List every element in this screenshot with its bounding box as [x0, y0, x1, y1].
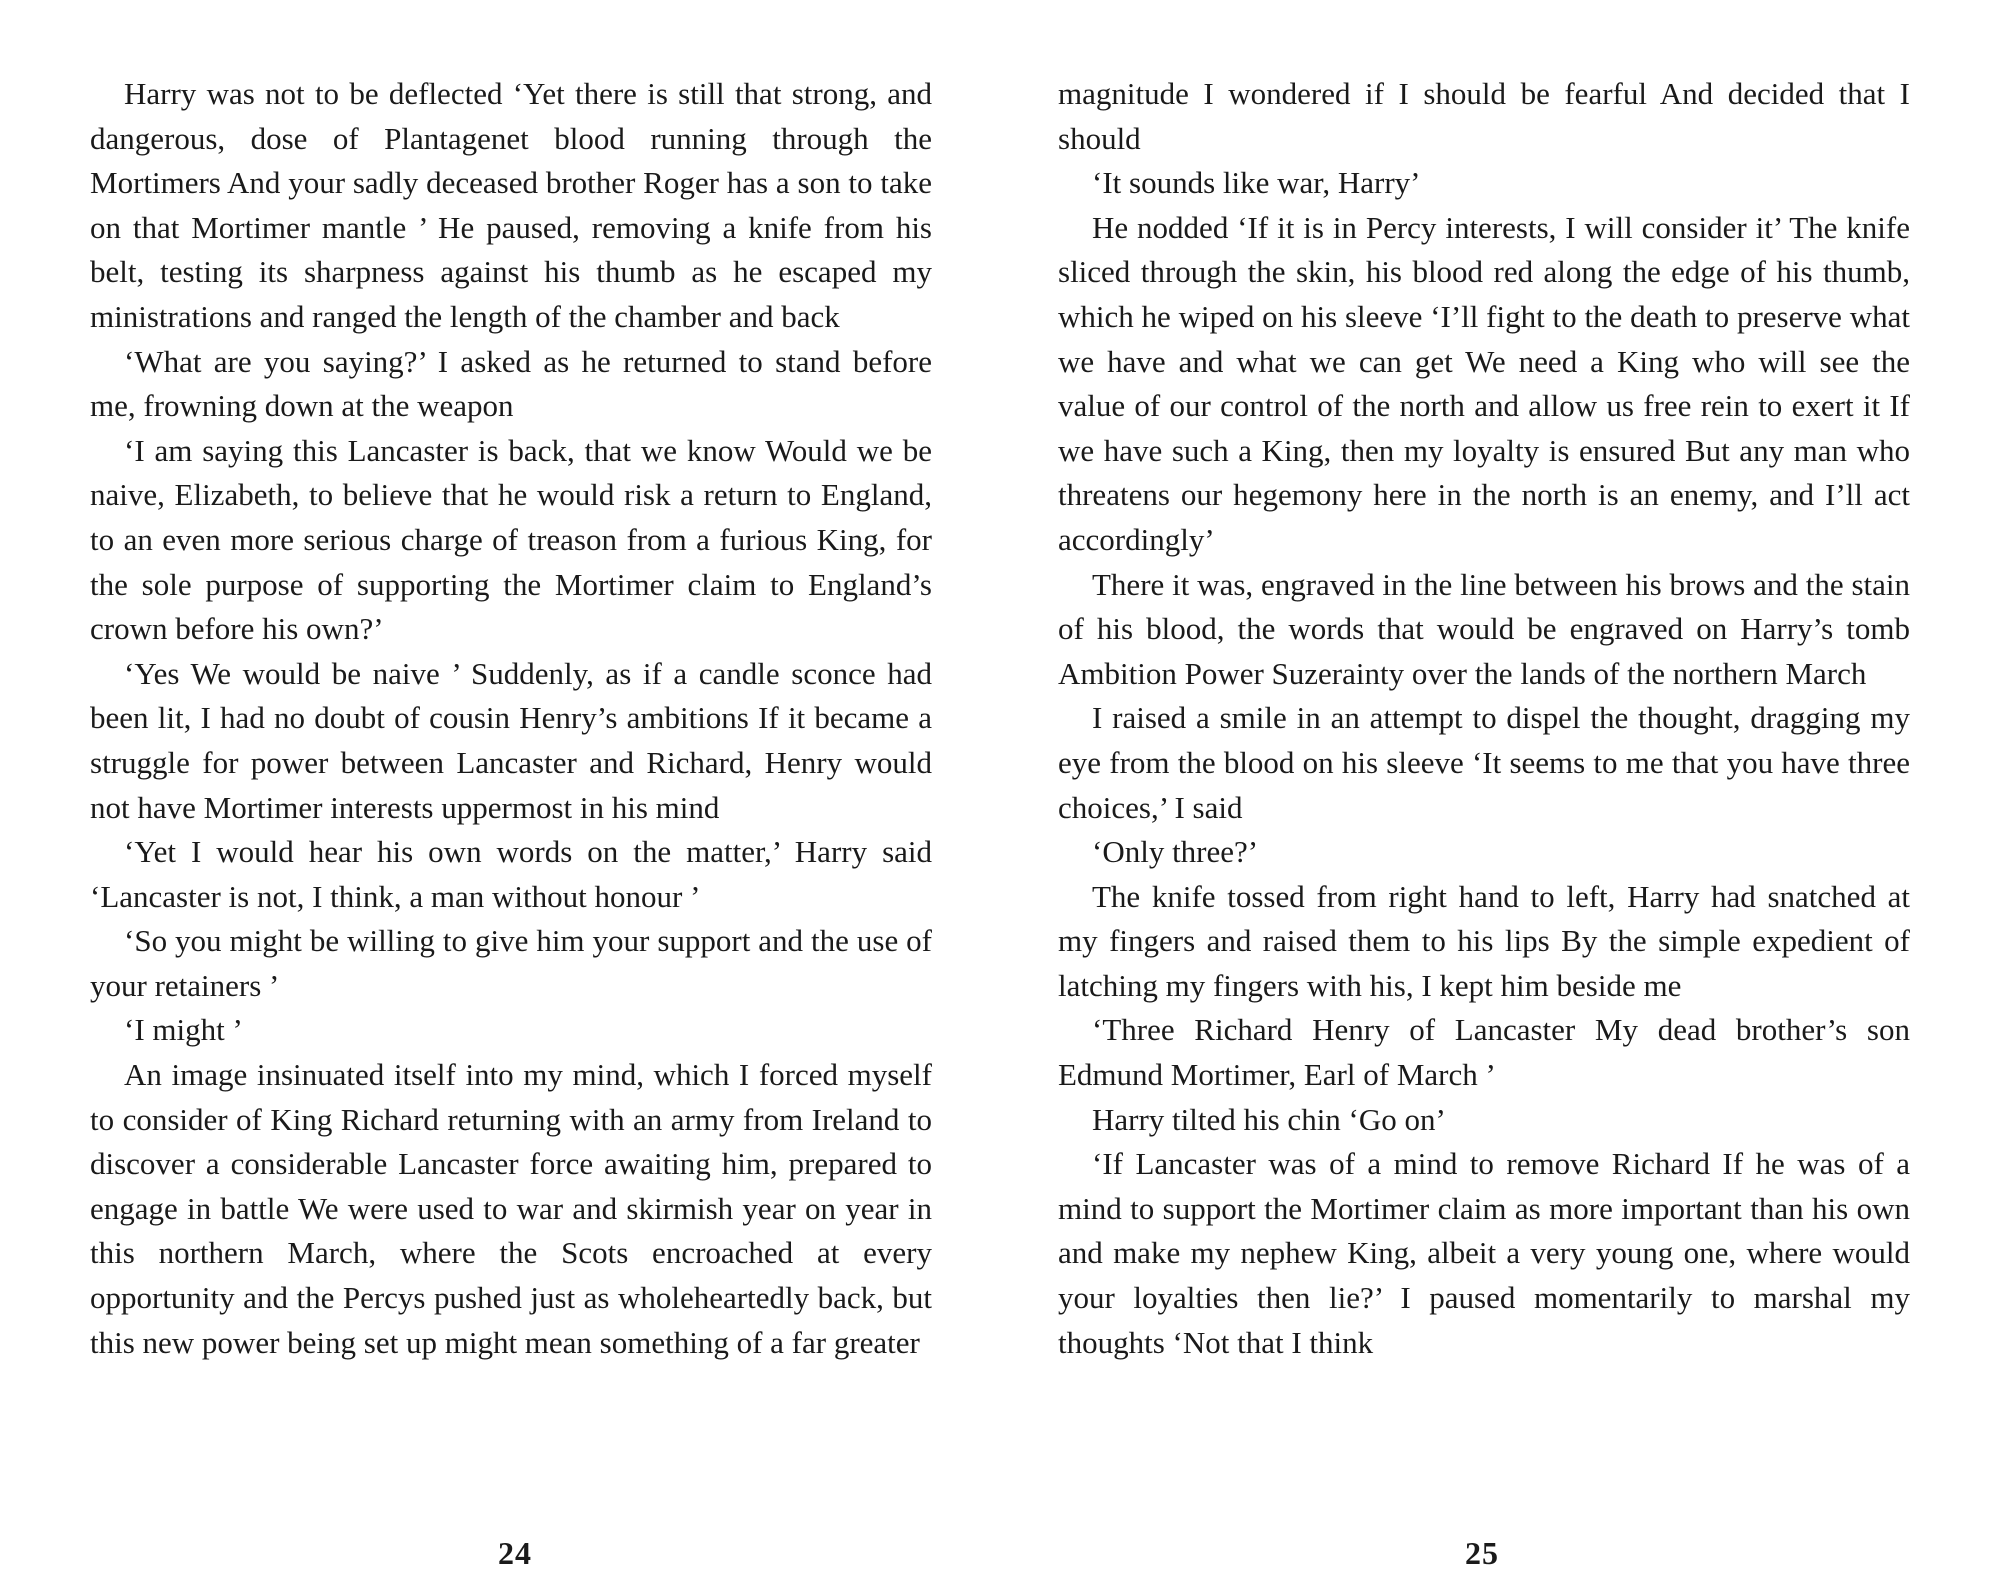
paragraph: ‘So you might be willing to give him your support and the use of your retainers ’: [90, 923, 932, 1003]
paragraph: He nodded ‘If it is in Percy interests, I will consider it’ The knife sliced through the skin, his blood red along the edge of his thumb, which he wiped on his sleeve ‘I’ll fight to the death to preserve what we have and what we can get We need a King who will see the value of our control of the north and allow us free rein to exert it If we have such a King, then my loyalty is ensured But any man who threatens our hegemony here in the north is an enemy, and I’ll act accordingly’: [1058, 209, 1910, 557]
paragraph: Harry was not to be deflected ‘Yet there is still that strong, and dangerous, dose of Plantagenet blood running through the Mortimers And your sadly deceased brother Roger has a son to take on that Mortimer mantle ’ He paused, removing a knife from his belt, testing its sharpness against his thumb as he escaped my ministrations and ranged the length of the chamber and back: [90, 76, 932, 334]
paragraph: ‘Yes We would be naive ’ Suddenly, as if a candle sconce had been lit, I had no doubt of cousin Henry’s ambitions If it became a struggle for power between Lancaster and Richard, Henry would not have Mortimer interests uppermost in his mind: [90, 655, 932, 825]
paragraph: The knife tossed from right hand to left, Harry had snatched at my fingers and raised them to his lips By the simple expedient of latching my fingers with his, I kept him beside me: [1058, 878, 1910, 1003]
paragraph: ‘What are you saying?’ I asked as he returned to stand before me, frowning down at the weapon: [90, 343, 932, 424]
paragraph: ‘Yet I would hear his own words on the matter,’ Harry said ‘Lancaster is not, I think, a man without honour ’: [90, 834, 932, 914]
page-number: 24: [498, 1535, 532, 1571]
paragraph: Harry tilted his chin ‘Go on’: [1092, 1101, 1446, 1137]
paragraph: ‘Three Richard Henry of Lancaster My dead brother’s son Edmund Mortimer, Earl of March ’: [1058, 1012, 1910, 1093]
right-page: [1000, 0, 2000, 1588]
right-page-text: [1058, 72, 1910, 1365]
paragraph: ‘If Lancaster was of a mind to remove Richard If he was of a mind to support the Mortimer claim as more important than his own and make my nephew King, albeit a very young one, where would your loyalties then lie?’ I paused momentarily to marshal my thoughts ‘Not that I think: [1058, 1146, 1910, 1360]
paragraph: There it was, engraved in the line between his brows and the stain of his blood, the words that would be engraved on Harry’s tomb Ambition Power Suzerainty over the lands of the northern March: [1058, 566, 1910, 691]
paragraph: ‘It sounds like war, Harry’: [1092, 165, 1421, 201]
left-page-text: [90, 72, 932, 1365]
paragraph: ‘I am saying this Lancaster is back, that we know Would we be naive, Elizabeth, to believe that he would risk a return to England, to an even more serious charge of treason from a furious King, for the sole purpose of supporting the Mortimer claim to England’s crown before his own?’: [90, 432, 932, 647]
paragraph: ‘I might ’: [124, 1012, 243, 1048]
paragraph: ‘Only three?’: [1092, 834, 1259, 870]
paragraph: An image insinuated itself into my mind, which I forced myself to consider of King Richard returning with an army from Ireland to discover a considerable Lancaster force awaiting him, prepared to engage in battle We were used to war and skirmish year on year in this northern March, where the Scots encroached at every opportunity and the Percys pushed just as wholeheartedly back, but this new power being set up might mean something of a far greater: [90, 1057, 932, 1360]
paragraph: magnitude I wondered if I should be fearful And decided that I should: [1058, 76, 1910, 156]
paragraph: I raised a smile in an attempt to dispel the thought, dragging my eye from the blood on his sleeve ‘It seems to me that you have three choices,’ I said: [1058, 700, 1910, 825]
page-number: 25: [1465, 1535, 1499, 1571]
